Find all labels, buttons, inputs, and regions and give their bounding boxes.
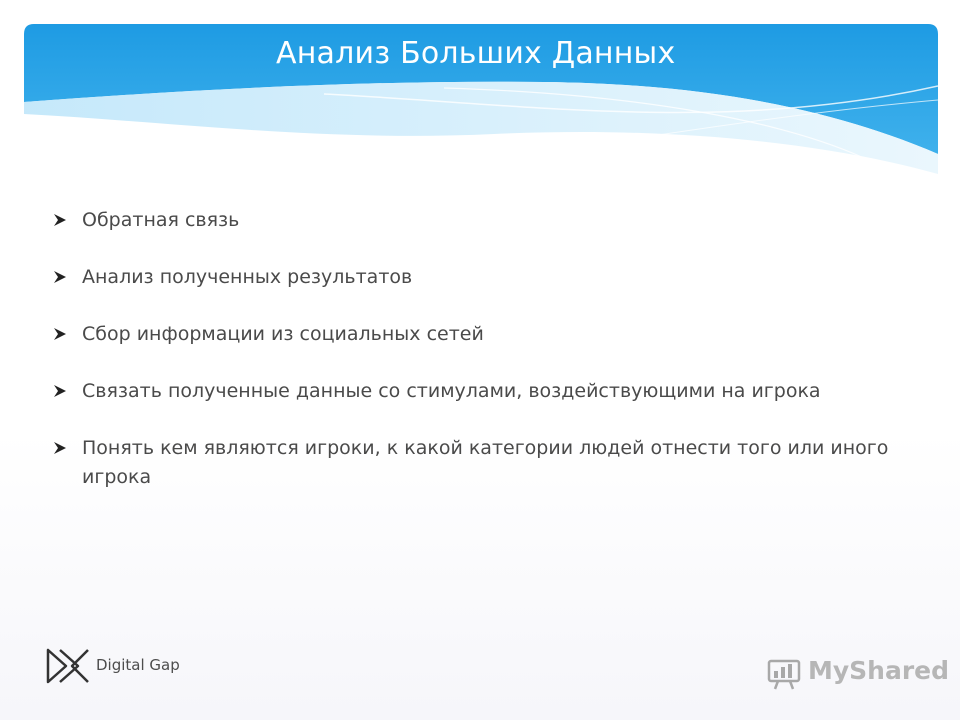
bullet-item bbox=[52, 320, 932, 349]
presentation-board-icon bbox=[766, 658, 802, 690]
bullet-list bbox=[52, 206, 932, 520]
myshared-logo[interactable] bbox=[766, 654, 950, 694]
bullet-item bbox=[52, 434, 932, 492]
bullet-text: Анализ полученных результатов bbox=[82, 266, 413, 288]
bullet-text: Понять кем являются игроки, к какой категории людей отнести того или иного игрока bbox=[82, 437, 889, 488]
arrow-bullet-icon bbox=[52, 326, 68, 342]
digital-gap-logo-icon bbox=[46, 648, 90, 684]
slide-title: Анализ Больших Данных bbox=[276, 36, 676, 71]
arrow-bullet-icon bbox=[52, 269, 68, 285]
bullet-item bbox=[52, 263, 932, 292]
myshared-logo-text: MyShared bbox=[808, 656, 950, 685]
arrow-bullet-icon bbox=[52, 440, 68, 456]
digital-gap-logo bbox=[46, 648, 206, 684]
bullet-item bbox=[52, 377, 932, 406]
bullet-text: Связать полученные данные со стимулами, воздействующими на игрока bbox=[82, 380, 821, 402]
bullet-item bbox=[52, 206, 932, 235]
arrow-bullet-icon bbox=[52, 383, 68, 399]
digital-gap-logo-text: Digital Gap bbox=[96, 656, 180, 674]
arrow-bullet-icon bbox=[52, 212, 68, 228]
bullet-text: Сбор информации из социальных сетей bbox=[82, 323, 484, 345]
bullet-text: Обратная связь bbox=[82, 209, 240, 231]
